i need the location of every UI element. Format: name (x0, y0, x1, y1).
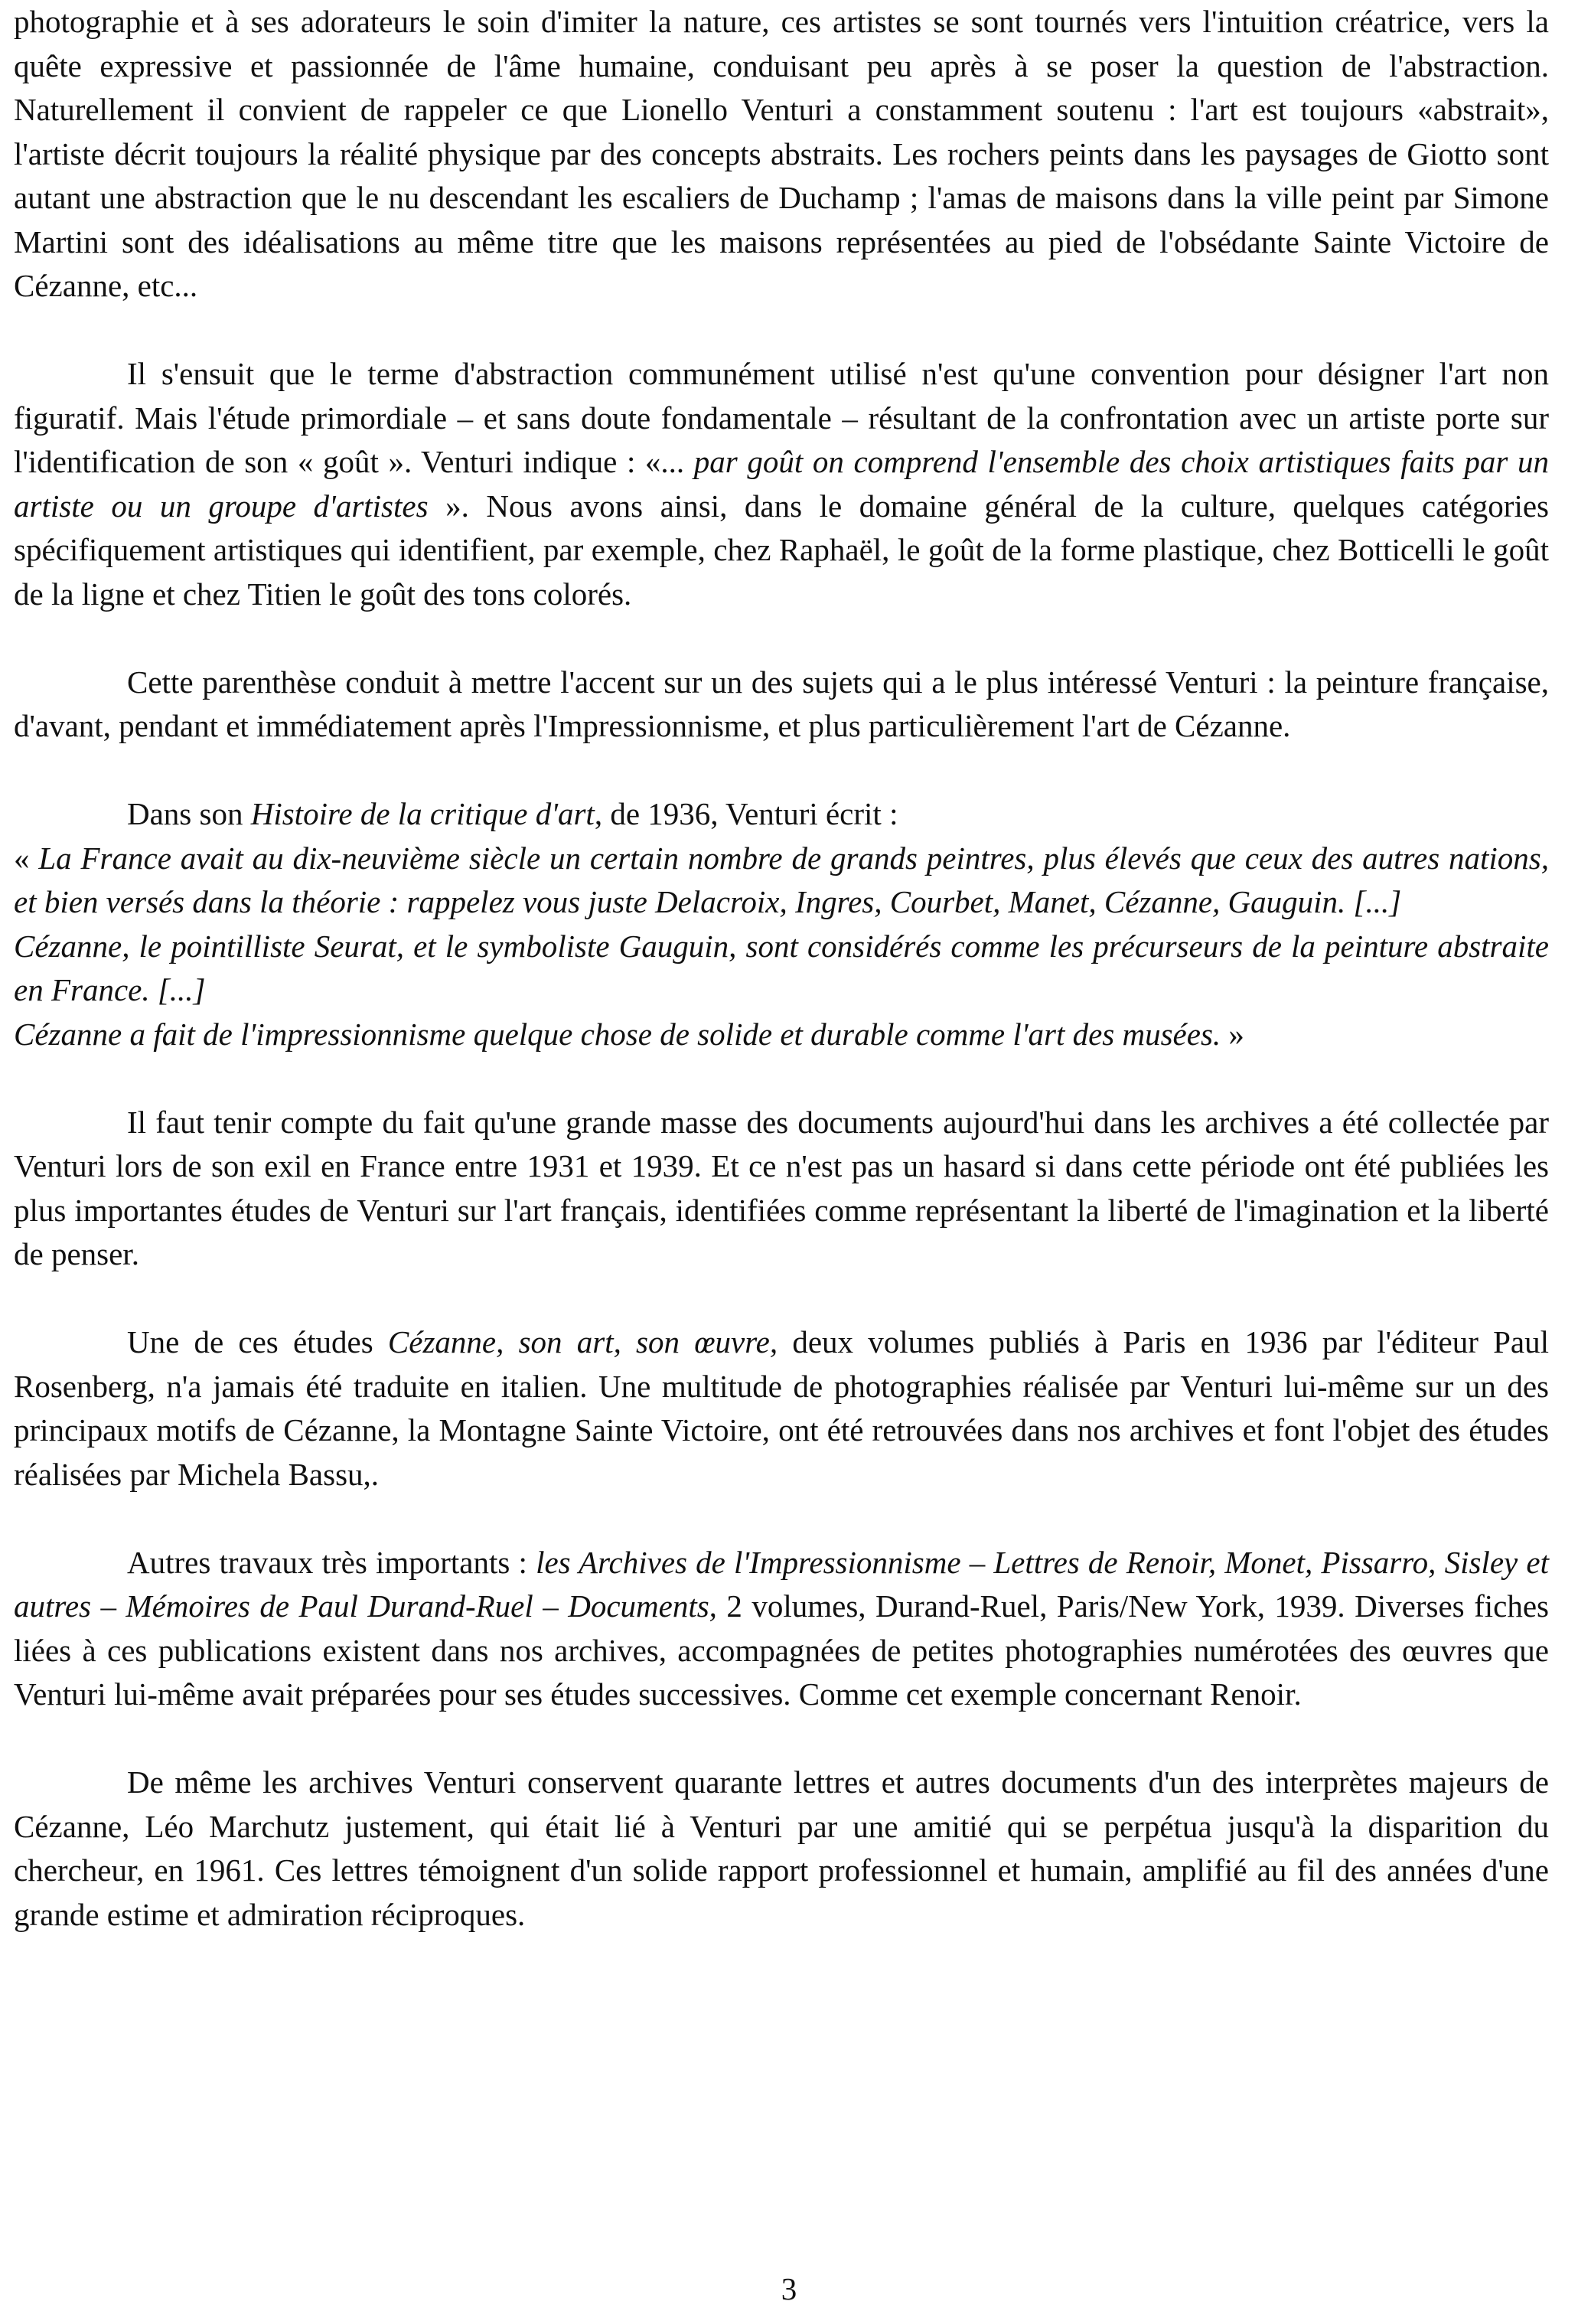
document-page (14, 0, 1549, 1937)
quote-text-1: La France avait au dix-neuvième siècle un certain nombre de grands peintres, plus élevés que ceux des autres nations, et bien versés dans la théorie : rappelez vous juste Delacroix, Ingres, Courbet, Manet, Cézanne, Gauguin. [...] (14, 840, 1549, 919)
page-number: 3 (781, 2271, 797, 2306)
book-title: les Archives de l'Impressionnisme – Lettres de Renoir, Monet, Pissarro, Sisley et autres – Mémoires de Paul Durand-Ruel – Documents, (14, 1544, 1549, 1624)
paragraph-2-text: Il s'ensuit que le terme d'abstraction communément utilisé n'est qu'une convention pour désigner l'art non figuratif. Mais l'étude primordiale – et sans doute fondamentale – résultant de la confrontation avec un artiste porte sur l'identification de son « goût ». Venturi indique : «... (14, 356, 1549, 479)
book-title: Cézanne, son art, son œuvre, (387, 1324, 778, 1359)
paragraph-6-text: Une de ces études (127, 1324, 388, 1359)
paragraph-4-text-end: , de 1936, Venturi écrit : (594, 796, 898, 831)
paragraph-gap (14, 1277, 1549, 1321)
paragraph-7-text: Autres travaux très importants : (127, 1544, 536, 1580)
paragraph-6-text-end: deux volumes publiés à Paris en 1936 par l'éditeur Paul Rosenberg, n'a jamais été traduite en italien. Une multitude de photographies réalisée par Venturi lui-même sur un des principaux motifs de Cézanne, la Montagne Sainte Victoire, ont été retrouvées dans nos archives et font l'objet des études réalisées par Michela Bassu,. (14, 1324, 1549, 1492)
paragraph-gap (14, 749, 1549, 793)
paragraph-5: Il faut tenir compte du fait qu'une grande masse des documents aujourd'hui dans les archives a été collectée par Venturi lors de son exil en France entre 1931 et 1939. Et ce n'est pas un hasard si dans cette période ont été publiées les plus importantes études de Venturi sur l'art français, identifiées comme représentant la liberté de l'imagination et la liberté de penser. (14, 1104, 1549, 1271)
paragraph-gap (14, 308, 1549, 353)
paragraph-3: Cette parenthèse conduit à mettre l'accent sur un des sujets qui a le plus intéressé Venturi : la peinture française, d'avant, pendant et immédiatement après l'Impressionnisme, et plus particulièrement l'art de Cézanne. (14, 664, 1549, 743)
quote-line-1 (14, 837, 1549, 925)
paragraph-2-italic: par goût on comprend l'ensemble des choix artistiques faits par un artiste ou un groupe d'artistes (14, 444, 1549, 524)
quote-line-2 (14, 925, 1549, 1013)
book-title: Histoire de la critique d'art (250, 796, 595, 831)
paragraph-gap (14, 616, 1549, 661)
paragraph-8: De même les archives Venturi conservent quarante lettres et autres documents d'un des interprètes majeurs de Cézanne, Léo Marchutz justement, qui était lié à Venturi par une amitié qui se perpétua jusqu'à la disparition du chercheur, en 1961. Ces lettres témoignent d'un solide rapport professionnel et humain, amplifié au fil des années d'une grande estime et admiration réciproques. (14, 1764, 1549, 1932)
paragraph-gap (14, 1497, 1549, 1541)
paragraph-1: photographie et à ses adorateurs le soin d'imiter la nature, ces artistes se sont tournés vers l'intuition créatrice, vers la quête expressive et passionnée de l'âme humaine, conduisant peu après à se poser la question de l'abstraction. Naturellement il convient de rappeler ce que Lionello Venturi a constamment soutenu : l'art est toujours «abstrait», l'artiste décrit toujours la réalité physique par des concepts abstraits. Les rochers peints dans les paysages de Giotto sont autant une abstraction que le nu descendant les escaliers de Duchamp ; l'amas de maisons dans la ville peint par Simone Martini sont des idéalisations au même titre que les maisons représentées au pied de l'obsédante Sainte Victoire de Cézanne, etc... (14, 4, 1549, 303)
paragraph-gap (14, 1056, 1549, 1101)
quote-open-mark: « (14, 840, 39, 876)
quote-line-3 (14, 1013, 1549, 1057)
paragraph-4-text: Dans son (127, 796, 251, 831)
quotation (14, 837, 1549, 1057)
paragraph-gap (14, 1717, 1549, 1761)
paragraph-2 (14, 352, 1549, 616)
paragraph-7-text-end: 2 volumes, Durand-Ruel, Paris/New York, 1939. Diverses fiches liées à ces publications existent dans nos archives, accompagnées de petites photographies numérotées des œuvres que Venturi lui-même avait préparées pour ses études successives. Comme cet exemple concernant Renoir. (14, 1588, 1549, 1712)
paragraph-6 (14, 1320, 1549, 1497)
quote-close-mark: » (1221, 1016, 1244, 1052)
paragraph-4 (14, 792, 1549, 837)
quote-text-3: Cézanne a fait de l'impressionnisme quelque chose de solide et durable comme l'art des musées. (14, 1016, 1221, 1052)
paragraph-7 (14, 1541, 1549, 1717)
paragraph-2-text-end: ». Nous avons ainsi, dans le domaine général de la culture, quelques catégories spécifiquement artistiques qui identifient, par exemple, chez Raphaël, le goût de la forme plastique, chez Botticelli le goût de la ligne et chez Titien le goût des tons colorés. (14, 488, 1549, 612)
quote-text-2: Cézanne, le pointilliste Seurat, et le symboliste Gauguin, sont considérés comme les précurseurs de la peinture abstraite en France. [...] (14, 928, 1549, 1007)
